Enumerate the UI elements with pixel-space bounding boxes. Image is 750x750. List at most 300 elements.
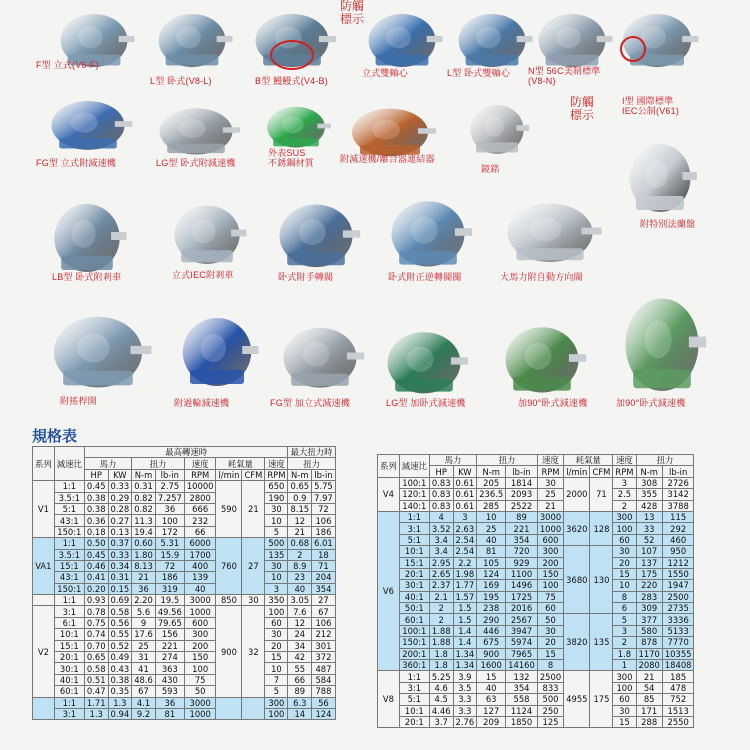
table-cell: 67 — [132, 686, 156, 697]
table-cell: 377 — [636, 614, 662, 625]
table-cell: 107 — [636, 546, 662, 557]
product-photo — [44, 186, 130, 286]
table-cell: 300 — [613, 671, 636, 682]
series-cell: V6 — [378, 511, 400, 670]
table-cell: 1000 — [537, 523, 563, 534]
table-cell: 10 — [265, 572, 288, 583]
table-cell: 0.65 — [288, 481, 312, 492]
col-header: N-m — [288, 469, 312, 480]
table-cell: 3:1 — [54, 606, 84, 617]
table-cell: 0.58 — [108, 606, 132, 617]
table-row — [378, 716, 694, 727]
table-cell: 10:1 — [54, 629, 84, 640]
table-cell: 4.1 — [132, 697, 156, 708]
table-cell: 2.37 — [429, 580, 453, 591]
table-cell: 67 — [312, 606, 336, 617]
table-cell: 2.75 — [155, 481, 184, 492]
table-row — [378, 511, 694, 522]
table-cell: 20 — [613, 557, 636, 568]
table-row — [33, 549, 336, 560]
table-cell: 2500 — [537, 671, 563, 682]
table-cell: 0.38 — [84, 492, 108, 503]
table-cell: 1.5 — [453, 614, 477, 625]
table-cell: 1947 — [662, 580, 694, 591]
product-caption: 附過輪減速機 — [174, 398, 230, 408]
table-cell: 10 — [265, 663, 288, 674]
table-cell: 89 — [288, 686, 312, 697]
table-row — [33, 697, 336, 708]
table-cell: 788 — [312, 686, 336, 697]
col-header: l/min — [216, 469, 242, 480]
table-cell: 460 — [662, 534, 694, 545]
product-caption: FG型 加立式減速機 — [270, 398, 350, 408]
table-cell: 169 — [477, 580, 506, 591]
table-cell: 1124 — [506, 705, 538, 716]
table-cell: 752 — [662, 694, 694, 705]
table-cell: 0.29 — [108, 492, 132, 503]
table-cell: 190 — [265, 492, 288, 503]
col-header: RPM — [184, 469, 216, 480]
table-cell: 0.65 — [84, 652, 108, 663]
table-cell: 600 — [537, 534, 563, 545]
table-cell: 0.36 — [84, 515, 108, 526]
table-cell: 363 — [155, 663, 184, 674]
table-cell: 50 — [184, 686, 216, 697]
table-cell: 308 — [636, 477, 662, 488]
product-photo — [40, 88, 136, 160]
table-cell: 15 — [613, 568, 636, 579]
table-cell: 1000 — [184, 606, 216, 617]
table-cell: 4.46 — [429, 705, 453, 716]
col-header: 減速比 — [54, 447, 84, 481]
table-cell: 124 — [477, 568, 506, 579]
col-header: HP — [429, 466, 453, 477]
table-cell: 60:1 — [399, 614, 429, 625]
table-row — [378, 648, 694, 659]
table-row — [33, 560, 336, 571]
table-cell: 292 — [662, 523, 694, 534]
table-cell: 9 — [132, 617, 156, 628]
table-cell: 446 — [477, 625, 506, 636]
table-cell: 2093 — [506, 489, 538, 500]
table-cell: 7 — [265, 674, 288, 685]
header-row — [33, 447, 336, 458]
table-cell: 124 — [312, 708, 336, 719]
table-cell: 54 — [636, 682, 662, 693]
table-cell: 0.74 — [84, 629, 108, 640]
table-cell: 0.9 — [288, 492, 312, 503]
table-row — [33, 515, 336, 526]
table-cell: 19.4 — [132, 526, 156, 537]
table-cell: 400 — [184, 560, 216, 571]
warning-text: 防觸 標示 — [570, 95, 595, 122]
table-cell: 20:1 — [399, 716, 429, 727]
table-row — [33, 503, 336, 514]
table-cell: 354 — [506, 534, 538, 545]
table-cell: 63 — [477, 694, 506, 705]
table-cell: 584 — [312, 674, 336, 685]
table-cell: 3.4 — [429, 534, 453, 545]
table-cell: 5:1 — [399, 534, 429, 545]
table-row — [378, 489, 694, 500]
table-cell: 1.71 — [84, 697, 108, 708]
table-cell: 100:1 — [399, 625, 429, 636]
table-cell: 60 — [613, 694, 636, 705]
col-header: HP — [84, 469, 108, 480]
product-caption: FG型 立式附減速機 — [36, 158, 116, 168]
table-row — [33, 663, 336, 674]
product-caption: 附特別法蘭盤 — [640, 219, 696, 229]
table-cell: 3142 — [662, 489, 694, 500]
air-cfm-cell: 21 — [242, 481, 265, 538]
product-photo — [358, 0, 446, 78]
table-row — [378, 660, 694, 671]
table-cell: 81 — [155, 708, 184, 719]
table-cell: 20:1 — [399, 568, 429, 579]
product-caption: LG型 加卧式減速機 — [386, 398, 466, 408]
table-cell: 105 — [477, 557, 506, 568]
table-row — [33, 595, 336, 606]
table-cell: 40:1 — [399, 591, 429, 602]
product-caption: LB型 卧式附剎車 — [52, 272, 122, 282]
col-header: 馬力 — [429, 455, 476, 466]
table-cell: 5:1 — [399, 694, 429, 705]
table-cell: 0.83 — [429, 489, 453, 500]
table-cell: 0.28 — [108, 503, 132, 514]
table-cell: 3 — [613, 625, 636, 636]
table-row — [378, 682, 694, 693]
air-lmin-cell: 4955 — [564, 671, 590, 728]
product-photo — [148, 0, 236, 78]
table-row — [378, 568, 694, 579]
table-cell: 2 — [288, 549, 312, 560]
table-cell: 8.9 — [288, 560, 312, 571]
table-cell: 0.94 — [108, 708, 132, 719]
air-lmin-cell: 760 — [216, 538, 242, 595]
table-cell: 0.27 — [108, 515, 132, 526]
table-cell: 0.51 — [84, 674, 108, 685]
table-cell: 33 — [636, 523, 662, 534]
spec-title: 規格表 — [32, 428, 78, 445]
table-cell: 274 — [155, 652, 184, 663]
table-cell: 55 — [288, 663, 312, 674]
table-cell: 205 — [477, 477, 506, 488]
table-cell: 1 — [613, 660, 636, 671]
table-cell: 27 — [312, 595, 336, 606]
air-cfm-cell: 175 — [590, 671, 613, 728]
table-cell: 2.54 — [453, 534, 477, 545]
product-photo — [620, 126, 700, 226]
table-cell: 72 — [312, 503, 336, 514]
table-cell: 85 — [636, 694, 662, 705]
table-cell: 3 — [265, 583, 288, 594]
col-header: 扭力 — [636, 455, 694, 466]
table-cell: 220 — [636, 580, 662, 591]
table-cell: 1.77 — [453, 580, 477, 591]
table-cell: 18408 — [662, 660, 694, 671]
product-photo — [376, 316, 472, 406]
table-cell: 1:1 — [399, 671, 429, 682]
table-row — [33, 606, 336, 617]
table-cell: 6.3 — [288, 697, 312, 708]
table-cell: 140:1 — [399, 500, 429, 511]
table-cell: 0.33 — [108, 549, 132, 560]
table-cell: 34 — [288, 640, 312, 651]
table-cell: 15 — [477, 671, 506, 682]
table-cell: 48.6 — [132, 674, 156, 685]
table-cell: 15 — [613, 716, 636, 727]
table-cell: 7.257 — [155, 492, 184, 503]
series-cell — [33, 595, 55, 606]
table-cell: 10:1 — [399, 546, 429, 557]
table-cell: 3.3 — [453, 705, 477, 716]
highlight-circle — [270, 40, 314, 70]
table-cell: 6.01 — [312, 538, 336, 549]
product-photo — [462, 92, 532, 164]
product-caption: 加90°卧式減速機 — [518, 398, 588, 408]
product-photo — [448, 0, 536, 78]
table-cell: 0.60 — [132, 538, 156, 549]
table-cell: 8 — [613, 591, 636, 602]
table-cell: 487 — [312, 663, 336, 674]
col-header: N-m — [477, 466, 506, 477]
table-cell: 66 — [184, 526, 216, 537]
table-cell: 2.65 — [429, 568, 453, 579]
table-cell: 75 — [184, 674, 216, 685]
table-cell: 2726 — [662, 477, 694, 488]
product-photo — [164, 190, 250, 276]
air-cfm-cell: 130 — [590, 546, 613, 614]
table-cell: 106 — [312, 617, 336, 628]
table-row — [378, 625, 694, 636]
table-cell: 720 — [506, 546, 538, 557]
table-cell: 1170 — [636, 648, 662, 659]
table-cell: 2735 — [662, 603, 694, 614]
table-cell: 3:1 — [399, 523, 429, 534]
table-cell: 150 — [537, 568, 563, 579]
table-cell: 309 — [636, 603, 662, 614]
col-header: 減速比 — [399, 455, 429, 478]
table-cell: 36 — [155, 503, 184, 514]
table-cell: 3 — [613, 477, 636, 488]
table-cell: 21 — [288, 526, 312, 537]
table-cell: 0.56 — [108, 617, 132, 628]
table-cell: 81 — [477, 546, 506, 557]
warning-label-right — [570, 96, 594, 122]
table-cell: 200 — [537, 557, 563, 568]
table-row — [378, 603, 694, 614]
table-cell: 238 — [477, 603, 506, 614]
air-lmin-cell: 590 — [216, 481, 242, 538]
warning-label-top — [340, 0, 364, 26]
table-cell: 5.6 — [132, 606, 156, 617]
table-cell: 3000 — [537, 511, 563, 522]
table-cell: 1700 — [184, 549, 216, 560]
table-cell: 6000 — [184, 538, 216, 549]
table-cell: 500 — [265, 538, 288, 549]
table-cell: 1.4 — [453, 637, 477, 648]
table-cell: 5 — [613, 614, 636, 625]
table-cell: 10 — [265, 515, 288, 526]
table-cell: 3.5:1 — [54, 549, 84, 560]
table-row — [378, 557, 694, 568]
table-cell: 2.5 — [613, 489, 636, 500]
table-cell: 2016 — [506, 603, 538, 614]
table-row — [33, 492, 336, 503]
table-cell: 72 — [155, 560, 184, 571]
table-row — [378, 534, 694, 545]
table-row — [33, 617, 336, 628]
table-row — [378, 477, 694, 488]
table-cell: 2.54 — [453, 546, 477, 557]
table-cell: 5.25 — [429, 671, 453, 682]
table-cell: 10 — [477, 511, 506, 522]
table-cell: 5.75 — [312, 481, 336, 492]
table-cell: 30 — [537, 477, 563, 488]
table-cell: 300 — [613, 511, 636, 522]
table-row — [33, 629, 336, 640]
col-header: CFM — [242, 469, 265, 480]
product-caption: 卧式附正逆轉閥關 — [388, 272, 462, 282]
table-cell: 11.3 — [132, 515, 156, 526]
table-cell: 8 — [537, 660, 563, 671]
table-cell: 21 — [636, 671, 662, 682]
table-cell: 30 — [537, 625, 563, 636]
table-cell: 250 — [537, 705, 563, 716]
table-cell: 150:1 — [54, 583, 84, 594]
col-header: 系列 — [33, 447, 55, 481]
table-cell: 79.65 — [155, 617, 184, 628]
table-cell: 950 — [662, 546, 694, 557]
table-cell: 172 — [155, 526, 184, 537]
table-cell: 833 — [537, 682, 563, 693]
table-cell: 675 — [477, 637, 506, 648]
series-cell: VA1 — [33, 538, 55, 595]
table-cell: 25 — [477, 523, 506, 534]
table-cell: 125 — [537, 716, 563, 727]
table-row — [33, 652, 336, 663]
col-header: 最大扭力時 — [288, 447, 335, 458]
table-row — [378, 614, 694, 625]
air-lmin-cell: 850 — [216, 595, 242, 606]
table-cell: 0.83 — [429, 500, 453, 511]
product-caption: 附搖桿開 — [60, 396, 97, 406]
table-cell: 30 — [265, 560, 288, 571]
product-photo — [494, 188, 606, 274]
table-cell: 31 — [132, 652, 156, 663]
table-cell: 0.46 — [84, 560, 108, 571]
table-cell: 0.45 — [84, 481, 108, 492]
air-cfm-cell: 128 — [590, 511, 613, 545]
col-header: N-m — [636, 466, 662, 477]
product-photo — [614, 274, 710, 410]
table-cell: 0.41 — [84, 572, 108, 583]
table-cell: 3336 — [662, 614, 694, 625]
table-cell: 0.13 — [108, 526, 132, 537]
table-cell: 1496 — [506, 580, 538, 591]
col-header: RPM — [613, 466, 636, 477]
table-cell: 36 — [155, 697, 184, 708]
table-cell: 1.88 — [429, 625, 453, 636]
table-cell: 1.3 — [108, 697, 132, 708]
product-caption: N型 56C美制標準 (V8-N) — [528, 66, 601, 86]
col-header: l/min — [564, 466, 590, 477]
table-cell: 8.15 — [288, 503, 312, 514]
table-row — [33, 674, 336, 685]
table-cell: 100 — [613, 682, 636, 693]
table-cell: 283 — [636, 591, 662, 602]
table-cell: 355 — [636, 489, 662, 500]
table-cell: 0.83 — [429, 477, 453, 488]
table-cell: 2 — [429, 614, 453, 625]
table-cell: 5 — [265, 526, 288, 537]
table-cell: 10000 — [184, 481, 216, 492]
col-header: KW — [453, 466, 477, 477]
table-cell: 354 — [312, 583, 336, 594]
table-cell: 0.61 — [453, 489, 477, 500]
table-cell: 288 — [636, 716, 662, 727]
table-cell: 40:1 — [54, 674, 84, 685]
product-caption: 大馬力附自動方向閥 — [500, 272, 583, 282]
table-cell: 2.63 — [453, 523, 477, 534]
air-lmin-cell: 2000 — [564, 477, 590, 511]
table-cell: 1.4 — [453, 625, 477, 636]
table-cell: 186 — [312, 526, 336, 537]
table-cell: 0.37 — [108, 538, 132, 549]
table-cell: 8.13 — [132, 560, 156, 571]
table-cell: 7.97 — [312, 492, 336, 503]
table-cell: 3947 — [506, 625, 538, 636]
table-cell: 0.82 — [132, 503, 156, 514]
table-cell: 1600 — [477, 660, 506, 671]
table-cell: 290 — [477, 614, 506, 625]
table-cell: 60 — [537, 603, 563, 614]
table-cell: 1513 — [662, 705, 694, 716]
table-cell: 175 — [636, 568, 662, 579]
table-cell: 6:1 — [54, 617, 84, 628]
product-photo — [148, 96, 244, 164]
table-cell: 4 — [429, 511, 453, 522]
col-header: 速度 — [613, 455, 636, 466]
table-cell: 0.35 — [108, 686, 132, 697]
series-cell: V1 — [33, 481, 55, 538]
table-cell: 1.8 — [429, 648, 453, 659]
col-header: RPM — [537, 466, 563, 477]
table-cell: 3.7 — [429, 716, 453, 727]
table-cell: 3.4 — [429, 546, 453, 557]
table-cell: 89 — [506, 511, 538, 522]
table-cell: 1550 — [662, 568, 694, 579]
air-lmin-cell: 3820 — [564, 614, 590, 671]
table-cell: 156 — [155, 629, 184, 640]
table-cell: 0.52 — [108, 640, 132, 651]
col-header: 耗氣量 — [216, 458, 265, 469]
table-cell: 50:1 — [399, 603, 429, 614]
table-row — [33, 526, 336, 537]
table-row — [33, 686, 336, 697]
product-caption: F型 立式(V6-F) — [36, 60, 99, 70]
table-cell: 20:1 — [54, 652, 84, 663]
product-photo — [272, 312, 368, 400]
table-cell: 14 — [288, 708, 312, 719]
table-cell: 21 — [132, 572, 156, 583]
table-row — [33, 572, 336, 583]
table-cell: 0.31 — [108, 572, 132, 583]
table-cell: 5 — [265, 686, 288, 697]
table-cell: 1:1 — [54, 595, 84, 606]
product-caption: 立式雙軸心 — [362, 68, 409, 78]
table-cell: 20 — [537, 637, 563, 648]
